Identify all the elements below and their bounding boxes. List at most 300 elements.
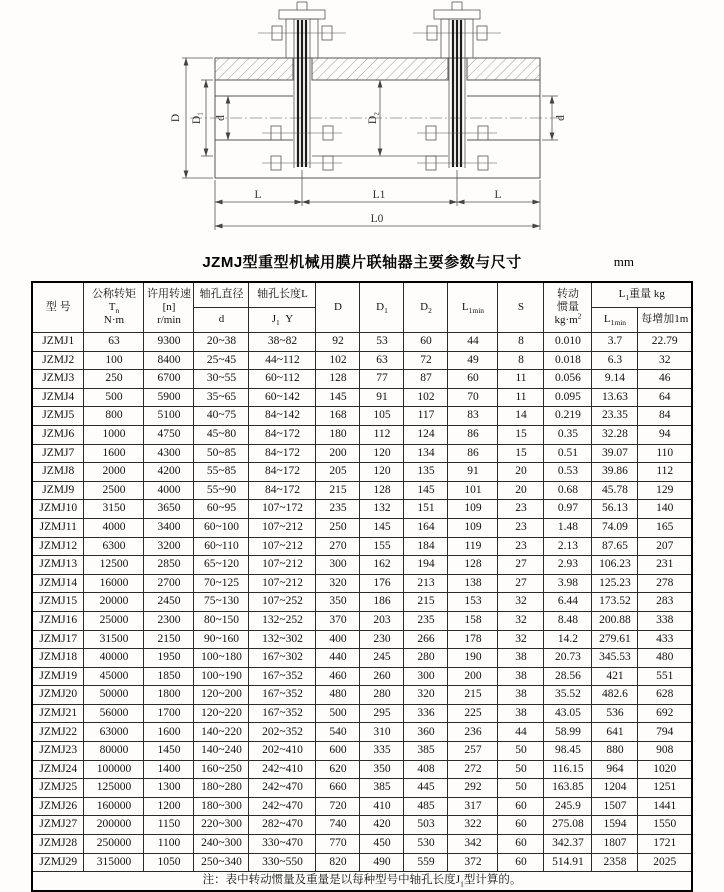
value-cell: 551 [638, 667, 692, 686]
value-cell: 134 [404, 444, 448, 463]
value-cell: 32 [498, 630, 544, 649]
value-cell: 1850 [144, 667, 194, 686]
table-row [32, 556, 692, 575]
value-cell: 140~220 [194, 723, 249, 742]
value-cell: 109 [448, 500, 498, 519]
value-cell: 125000 [84, 779, 144, 798]
value-cell: 460 [316, 667, 360, 686]
value-cell: 1050 [144, 853, 194, 872]
value-cell: 2300 [144, 611, 194, 630]
value-cell: 39.86 [592, 463, 638, 482]
model-cell: JZMJ23 [32, 742, 84, 761]
value-cell: 503 [404, 816, 448, 835]
value-cell: 167~352 [249, 704, 316, 723]
value-cell: 231 [638, 556, 692, 575]
value-cell: 106.23 [592, 556, 638, 575]
value-cell: 8 [498, 333, 544, 352]
flange-hatch-right [467, 58, 540, 80]
value-cell: 6.44 [544, 593, 592, 612]
value-cell: 2358 [592, 853, 638, 872]
value-cell: 27 [498, 574, 544, 593]
value-cell: 107~212 [249, 574, 316, 593]
value-cell: 6700 [144, 370, 194, 389]
model-cell: JZMJ13 [32, 556, 84, 575]
value-cell: 84~172 [249, 444, 316, 463]
value-cell: 1950 [144, 649, 194, 668]
value-cell: 25~45 [194, 351, 249, 370]
value-cell: 100~190 [194, 667, 249, 686]
value-cell: 3650 [144, 500, 194, 519]
value-cell: 482.6 [592, 686, 638, 705]
value-cell: 2450 [144, 593, 194, 612]
model-cell: JZMJ19 [32, 667, 84, 686]
value-cell: 628 [638, 686, 692, 705]
value-cell: 60~112 [249, 370, 316, 389]
table-row [32, 481, 692, 500]
value-cell: 200.88 [592, 611, 638, 630]
value-cell: 300 [404, 667, 448, 686]
value-cell: 320 [404, 686, 448, 705]
value-cell: 50 [498, 742, 544, 761]
value-cell: 1507 [592, 797, 638, 816]
value-cell: 4300 [144, 444, 194, 463]
table-row [32, 779, 692, 798]
value-cell: 530 [404, 835, 448, 854]
value-cell: 450 [360, 835, 404, 854]
value-cell: 8 [498, 351, 544, 370]
value-cell: 44 [448, 333, 498, 352]
model-cell: JZMJ11 [32, 518, 84, 537]
value-cell: 31500 [84, 630, 144, 649]
value-cell: 500 [316, 704, 360, 723]
value-cell: 485 [404, 797, 448, 816]
dim-label-L-right: L [494, 189, 502, 201]
drawing-area [0, 0, 724, 248]
value-cell: 8400 [144, 351, 194, 370]
value-cell: 266 [404, 630, 448, 649]
value-cell: 420 [360, 816, 404, 835]
diaphragm-pack-left [258, 2, 346, 170]
value-cell: 0.68 [544, 481, 592, 500]
value-cell: 336 [404, 704, 448, 723]
value-cell: 80~150 [194, 611, 249, 630]
value-cell: 63 [360, 351, 404, 370]
value-cell: 0.219 [544, 407, 592, 426]
value-cell: 35.52 [544, 686, 592, 705]
value-cell: 25000 [84, 611, 144, 630]
value-cell: 129 [638, 481, 692, 500]
value-cell: 60~110 [194, 537, 249, 556]
model-cell: JZMJ7 [32, 444, 84, 463]
value-cell: 600 [316, 742, 360, 761]
value-cell: 4200 [144, 463, 194, 482]
value-cell: 158 [448, 611, 498, 630]
value-cell: 184 [404, 537, 448, 556]
value-cell: 350 [316, 593, 360, 612]
value-cell: 100 [84, 351, 144, 370]
value-cell: 60 [404, 333, 448, 352]
value-cell: 1200 [144, 797, 194, 816]
table-row [32, 816, 692, 835]
model-cell: JZMJ26 [32, 797, 84, 816]
value-cell: 15 [498, 444, 544, 463]
value-cell: 60 [498, 835, 544, 854]
value-cell: 0.010 [544, 333, 592, 352]
value-cell: 135 [404, 463, 448, 482]
value-cell: 4000 [84, 518, 144, 537]
value-cell: 112 [360, 425, 404, 444]
value-cell: 0.018 [544, 351, 592, 370]
value-cell: 215 [448, 686, 498, 705]
model-cell: JZMJ12 [32, 537, 84, 556]
dim-label-D2: D₂ [367, 111, 379, 125]
value-cell: 4750 [144, 425, 194, 444]
value-cell: 6300 [84, 537, 144, 556]
value-cell: 70~125 [194, 574, 249, 593]
value-cell: 38 [498, 704, 544, 723]
col-header-speed: 许用转速 [n] r/min [144, 282, 194, 333]
value-cell: 250 [316, 518, 360, 537]
value-cell: 20.73 [544, 649, 592, 668]
value-cell: 56.13 [592, 500, 638, 519]
value-cell: 55~90 [194, 481, 249, 500]
table-row [32, 667, 692, 686]
value-cell: 63000 [84, 723, 144, 742]
value-cell: 38 [498, 667, 544, 686]
value-cell: 220~300 [194, 816, 249, 835]
table-row [32, 723, 692, 742]
value-cell: 128 [360, 481, 404, 500]
value-cell: 242~410 [249, 760, 316, 779]
value-cell: 1450 [144, 742, 194, 761]
value-cell: 235 [316, 500, 360, 519]
value-cell: 20 [498, 463, 544, 482]
value-cell: 9300 [144, 333, 194, 352]
value-cell: 342.37 [544, 835, 592, 854]
value-cell: 13.63 [592, 388, 638, 407]
value-cell: 1150 [144, 816, 194, 835]
col-header-bore-len-symbol: $J_1$ Y [249, 308, 316, 333]
value-cell: 342 [448, 835, 498, 854]
value-cell: 153 [448, 593, 498, 612]
value-cell: 800 [84, 407, 144, 426]
col-header-D1: $D_1$ [360, 282, 404, 333]
value-cell: 310 [360, 723, 404, 742]
value-cell: 23 [498, 518, 544, 537]
value-cell: 100~180 [194, 649, 249, 668]
value-cell: 245 [360, 649, 404, 668]
col-header-inertia: 转动 惯量 $kg\cdot m^2$ [544, 282, 592, 333]
value-cell: 203 [360, 611, 404, 630]
table-row [32, 407, 692, 426]
value-cell: 270 [316, 537, 360, 556]
table-row [32, 797, 692, 816]
value-cell: 186 [360, 593, 404, 612]
value-cell: 28.56 [544, 667, 592, 686]
value-cell: 32.28 [592, 425, 638, 444]
value-cell: 23 [498, 537, 544, 556]
value-cell: 1721 [638, 835, 692, 854]
value-cell: 3200 [144, 537, 194, 556]
value-cell: 280 [360, 686, 404, 705]
value-cell: 45~80 [194, 425, 249, 444]
value-cell: 272 [448, 760, 498, 779]
value-cell: 165 [638, 518, 692, 537]
value-cell: 20 [498, 481, 544, 500]
value-cell: 20000 [84, 593, 144, 612]
value-cell: 132~252 [249, 611, 316, 630]
value-cell: 12500 [84, 556, 144, 575]
value-cell: 500 [84, 388, 144, 407]
value-cell: 880 [592, 742, 638, 761]
value-cell: 190 [448, 649, 498, 668]
value-cell: 60~100 [194, 518, 249, 537]
value-cell: 200 [316, 444, 360, 463]
col-header-weight-per-m: 每增加1m [638, 308, 692, 333]
value-cell: 1300 [144, 779, 194, 798]
dim-label-L-left: L [254, 189, 262, 201]
value-cell: 3400 [144, 518, 194, 537]
value-cell: 2150 [144, 630, 194, 649]
value-cell: 338 [638, 611, 692, 630]
value-cell: 2.93 [544, 556, 592, 575]
diaphragm-pack-right [413, 2, 501, 170]
table-row [32, 630, 692, 649]
value-cell: 167~302 [249, 649, 316, 668]
value-cell: 385 [404, 742, 448, 761]
value-cell: 0.056 [544, 370, 592, 389]
value-cell: 5100 [144, 407, 194, 426]
col-header-D2: $D_2$ [404, 282, 448, 333]
model-cell: JZMJ4 [32, 388, 84, 407]
value-cell: 540 [316, 723, 360, 742]
value-cell: 350 [360, 760, 404, 779]
value-cell: 119 [448, 537, 498, 556]
value-cell: 202~410 [249, 742, 316, 761]
dim-label-D: D [170, 113, 182, 123]
value-cell: 120 [360, 463, 404, 482]
value-cell: 107~172 [249, 500, 316, 519]
value-cell: 279.61 [592, 630, 638, 649]
value-cell: 235 [404, 611, 448, 630]
value-cell: 292 [448, 779, 498, 798]
col-header-D: D [316, 282, 360, 333]
value-cell: 240~300 [194, 835, 249, 854]
value-cell: 490 [360, 853, 404, 872]
value-cell: 160000 [84, 797, 144, 816]
unit-label: mm [613, 254, 634, 269]
value-cell: 6.3 [592, 351, 638, 370]
value-cell: 124 [404, 425, 448, 444]
value-cell: 110 [638, 444, 692, 463]
value-cell: 38~82 [249, 333, 316, 352]
value-cell: 620 [316, 760, 360, 779]
col-header-L1min: $L_{1min}$ [448, 282, 498, 333]
value-cell: 22.79 [638, 333, 692, 352]
value-cell: 1700 [144, 704, 194, 723]
value-cell: 1441 [638, 797, 692, 816]
value-cell: 1000 [84, 425, 144, 444]
value-cell: 49 [448, 351, 498, 370]
value-cell: 260 [360, 667, 404, 686]
value-cell: 1251 [638, 779, 692, 798]
value-cell: 1.48 [544, 518, 592, 537]
value-cell: 0.51 [544, 444, 592, 463]
value-cell: 120 [360, 444, 404, 463]
value-cell: 60 [498, 797, 544, 816]
value-cell: 168 [316, 407, 360, 426]
value-cell: 35~65 [194, 388, 249, 407]
value-cell: 330~550 [249, 853, 316, 872]
value-cell: 194 [404, 556, 448, 575]
model-cell: JZMJ10 [32, 500, 84, 519]
value-cell: 27 [498, 556, 544, 575]
value-cell: 64 [638, 388, 692, 407]
table-row [32, 835, 692, 854]
value-cell: 215 [316, 481, 360, 500]
value-cell: 200 [448, 667, 498, 686]
value-cell: 295 [360, 704, 404, 723]
value-cell: 230 [360, 630, 404, 649]
value-cell: 242~470 [249, 779, 316, 798]
value-cell: 50000 [84, 686, 144, 705]
model-cell: JZMJ9 [32, 481, 84, 500]
value-cell: 14 [498, 407, 544, 426]
value-cell: 140 [638, 500, 692, 519]
value-cell: 0.53 [544, 463, 592, 482]
value-cell: 60~142 [249, 388, 316, 407]
table-row [32, 611, 692, 630]
model-cell: JZMJ5 [32, 407, 84, 426]
value-cell: 0.35 [544, 425, 592, 444]
model-cell: JZMJ17 [32, 630, 84, 649]
value-cell: 1204 [592, 779, 638, 798]
table-row [32, 649, 692, 668]
col-header-bore-dia: 轴孔直径 [194, 282, 249, 308]
table-row [32, 370, 692, 389]
value-cell: 20~38 [194, 333, 249, 352]
value-cell: 335 [360, 742, 404, 761]
value-cell: 74.09 [592, 518, 638, 537]
value-cell: 40000 [84, 649, 144, 668]
value-cell: 91 [360, 388, 404, 407]
value-cell: 120~200 [194, 686, 249, 705]
value-cell: 70 [448, 388, 498, 407]
table-row [32, 686, 692, 705]
table-row [32, 704, 692, 723]
table-title: JZMJ型重型机械用膜片联轴器主要参数与尺寸 [202, 254, 522, 271]
dim-label-d-left: d [215, 115, 227, 121]
value-cell: 3.98 [544, 574, 592, 593]
value-cell: 80000 [84, 742, 144, 761]
model-cell: JZMJ24 [32, 760, 84, 779]
value-cell: 908 [638, 742, 692, 761]
value-cell: 1600 [84, 444, 144, 463]
table-header [32, 282, 692, 333]
value-cell: 794 [638, 723, 692, 742]
value-cell: 75~130 [194, 593, 249, 612]
model-cell: JZMJ25 [32, 779, 84, 798]
value-cell: 641 [592, 723, 638, 742]
value-cell: 408 [404, 760, 448, 779]
value-cell: 2000 [84, 463, 144, 482]
value-cell: 213 [404, 574, 448, 593]
value-cell: 440 [316, 649, 360, 668]
model-cell: JZMJ6 [32, 425, 84, 444]
value-cell: 421 [592, 667, 638, 686]
value-cell: 1807 [592, 835, 638, 854]
value-cell: 46 [638, 370, 692, 389]
value-cell: 58.99 [544, 723, 592, 742]
value-cell: 225 [448, 704, 498, 723]
value-cell: 23.35 [592, 407, 638, 426]
model-cell: JZMJ20 [32, 686, 84, 705]
value-cell: 38 [498, 686, 544, 705]
value-cell: 315000 [84, 853, 144, 872]
value-cell: 151 [404, 500, 448, 519]
col-header-model: 型 号 [32, 282, 84, 333]
table-row [32, 518, 692, 537]
value-cell: 155 [360, 537, 404, 556]
value-cell: 4000 [144, 481, 194, 500]
value-cell: 145 [316, 388, 360, 407]
value-cell: 0.095 [544, 388, 592, 407]
value-cell: 345.53 [592, 649, 638, 668]
value-cell: 160~250 [194, 760, 249, 779]
value-cell: 400 [316, 630, 360, 649]
value-cell: 53 [360, 333, 404, 352]
col-header-bore-len: 轴孔长度L [249, 282, 316, 308]
value-cell: 257 [448, 742, 498, 761]
value-cell: 720 [316, 797, 360, 816]
value-cell: 132~302 [249, 630, 316, 649]
value-cell: 180 [316, 425, 360, 444]
value-cell: 2700 [144, 574, 194, 593]
value-cell: 91 [448, 463, 498, 482]
value-cell: 514.91 [544, 853, 592, 872]
value-cell: 200000 [84, 816, 144, 835]
value-cell: 125.23 [592, 574, 638, 593]
col-header-weight-group: $L_1$重量 kg [592, 282, 692, 308]
value-cell: 23 [498, 500, 544, 519]
value-cell: 370 [316, 611, 360, 630]
value-cell: 8.48 [544, 611, 592, 630]
value-cell: 559 [404, 853, 448, 872]
model-cell: JZMJ14 [32, 574, 84, 593]
value-cell: 322 [448, 816, 498, 835]
value-cell: 40~75 [194, 407, 249, 426]
value-cell: 32 [638, 351, 692, 370]
value-cell: 1100 [144, 835, 194, 854]
value-cell: 250~340 [194, 853, 249, 872]
dim-label-d-right: d [555, 115, 567, 121]
value-cell: 1400 [144, 760, 194, 779]
value-cell: 128 [316, 370, 360, 389]
value-cell: 117 [404, 407, 448, 426]
value-cell: 480 [316, 686, 360, 705]
value-cell: 180~300 [194, 797, 249, 816]
model-cell: JZMJ27 [32, 816, 84, 835]
value-cell: 178 [448, 630, 498, 649]
value-cell: 90~160 [194, 630, 249, 649]
value-cell: 280 [404, 649, 448, 668]
value-cell: 163.85 [544, 779, 592, 798]
value-cell: 132 [360, 500, 404, 519]
value-cell: 44~112 [249, 351, 316, 370]
model-cell: JZMJ29 [32, 853, 84, 872]
value-cell: 164 [404, 518, 448, 537]
table-row [32, 537, 692, 556]
